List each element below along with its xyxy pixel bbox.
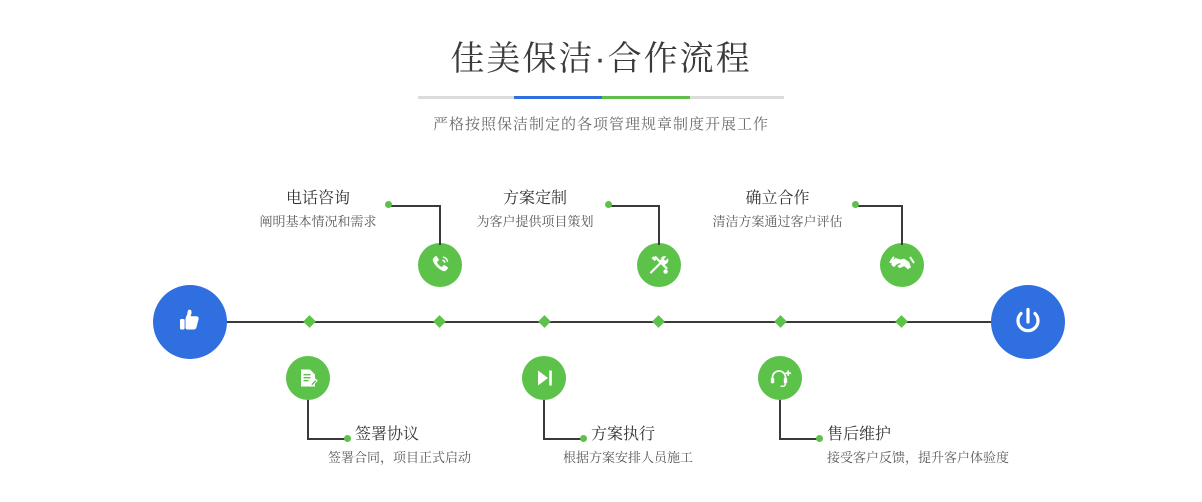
connector-line (779, 400, 781, 440)
step-icon-6 (758, 356, 802, 400)
timeline-start-node (153, 285, 227, 359)
step-icon-5 (880, 243, 924, 287)
step-title: 签署协议 (355, 426, 420, 443)
connector-dot (344, 435, 351, 442)
axis-marker (433, 315, 446, 328)
axis-marker (895, 315, 908, 328)
connector-dot (852, 201, 859, 208)
connector-line (658, 205, 660, 245)
timeline-end-node (991, 285, 1065, 359)
axis-marker (303, 315, 316, 328)
step-title: 确立合作 (745, 190, 810, 207)
connector-line (779, 438, 819, 440)
axis-marker (774, 315, 787, 328)
axis-marker (538, 315, 551, 328)
step-label-3 (465, 188, 605, 232)
step-title: 方案定制 (502, 190, 567, 207)
thumbs-up-icon (172, 304, 208, 340)
step-label-4 (563, 424, 694, 468)
headset-support-icon (768, 366, 792, 390)
connector-line (307, 438, 347, 440)
power-icon (1009, 303, 1047, 341)
step-desc: 为客户提供项目策划 (476, 214, 594, 229)
handshake-icon (889, 252, 915, 278)
tools-icon (647, 253, 671, 277)
connector-dot (580, 435, 587, 442)
play-next-icon (532, 366, 556, 390)
step-icon-1 (418, 243, 462, 287)
connector-line (543, 438, 583, 440)
connector-line (901, 205, 903, 245)
step-icon-4 (522, 356, 566, 400)
step-label-1 (253, 188, 383, 232)
step-desc: 清洁方案通过客户评估 (712, 214, 843, 229)
connector-dot (605, 201, 612, 208)
axis-marker (652, 315, 665, 328)
step-desc: 签署合同，项目正式启动 (328, 450, 472, 465)
step-title: 电话咨询 (285, 190, 350, 207)
step-desc: 接受客户反馈，提升客户体验度 (827, 450, 1010, 465)
document-edit-icon (296, 366, 320, 390)
step-desc: 阐明基本情况和需求 (259, 214, 377, 229)
step-desc: 根据方案安排人员施工 (563, 450, 694, 465)
step-label-2 (328, 424, 472, 468)
step-label-6 (827, 424, 1009, 468)
step-icon-3 (637, 243, 681, 287)
step-label-5 (705, 188, 850, 232)
connector-dot (385, 201, 392, 208)
step-title: 方案执行 (591, 426, 656, 443)
connector-line (388, 205, 440, 207)
step-title: 售后维护 (827, 426, 892, 443)
connector-line (855, 205, 903, 207)
connector-line (439, 205, 441, 245)
page-title: 佳美保洁·合作流程 (450, 40, 752, 78)
connector-line (307, 400, 309, 440)
connector-line (543, 400, 545, 440)
phone-call-icon (428, 253, 452, 277)
connector-dot (816, 435, 823, 442)
step-icon-2 (286, 356, 330, 400)
page-subtitle: 严格按照保洁制定的各项管理规章制度开展工作 (432, 116, 769, 133)
connector-line (608, 205, 660, 207)
